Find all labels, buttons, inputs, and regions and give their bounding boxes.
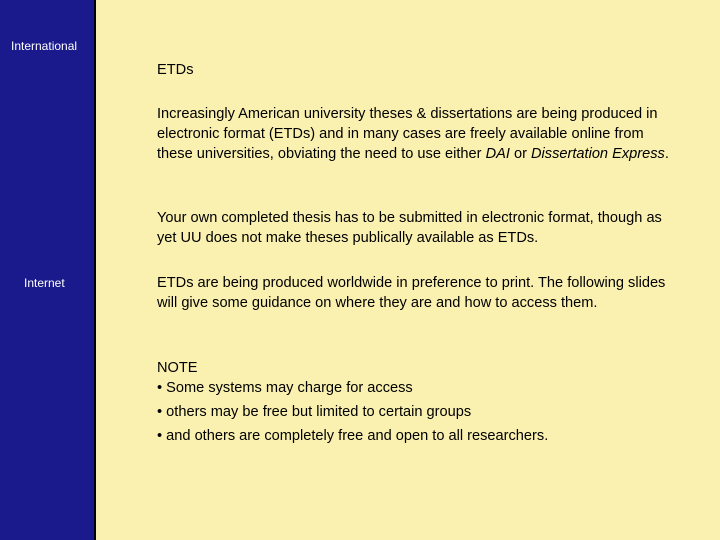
paragraph-own-thesis: Your own completed thesis has to be submitted in electronic format, though as yet UU does not make theses publically available as ETDs. (157, 210, 662, 246)
paragraph-etds-us (157, 104, 677, 164)
sidebar-label-international: International (11, 39, 78, 53)
paragraph-text: or (509, 146, 531, 162)
note-bullet-3: • and others are completely free and open to all researchers. (157, 428, 549, 444)
paragraph-text: . (664, 146, 669, 162)
note-heading: NOTE (157, 360, 198, 376)
note-bullet-1: • Some systems may charge for access (157, 380, 413, 396)
italic-dai: DAI (485, 146, 510, 162)
paragraph-worldwide: ETDs are being produced worldwide in preference to print. The following slides will give some guidance on where they are and how to access them. (157, 275, 666, 311)
note-bullet-2: • others may be free but limited to certain groups (157, 404, 472, 420)
italic-dissertation-express: Dissertation Express (531, 146, 665, 162)
paragraph-text: Increasingly American university theses & dissertations are being produced in electronic format (ETDs) and in many cases are freely available online from these universities, obviating the need to use either (157, 106, 658, 162)
sidebar (0, 0, 96, 540)
sidebar-label-internet: Internet (24, 276, 65, 290)
note-bullet-list (157, 378, 548, 450)
slide-title: ETDs (157, 62, 194, 78)
